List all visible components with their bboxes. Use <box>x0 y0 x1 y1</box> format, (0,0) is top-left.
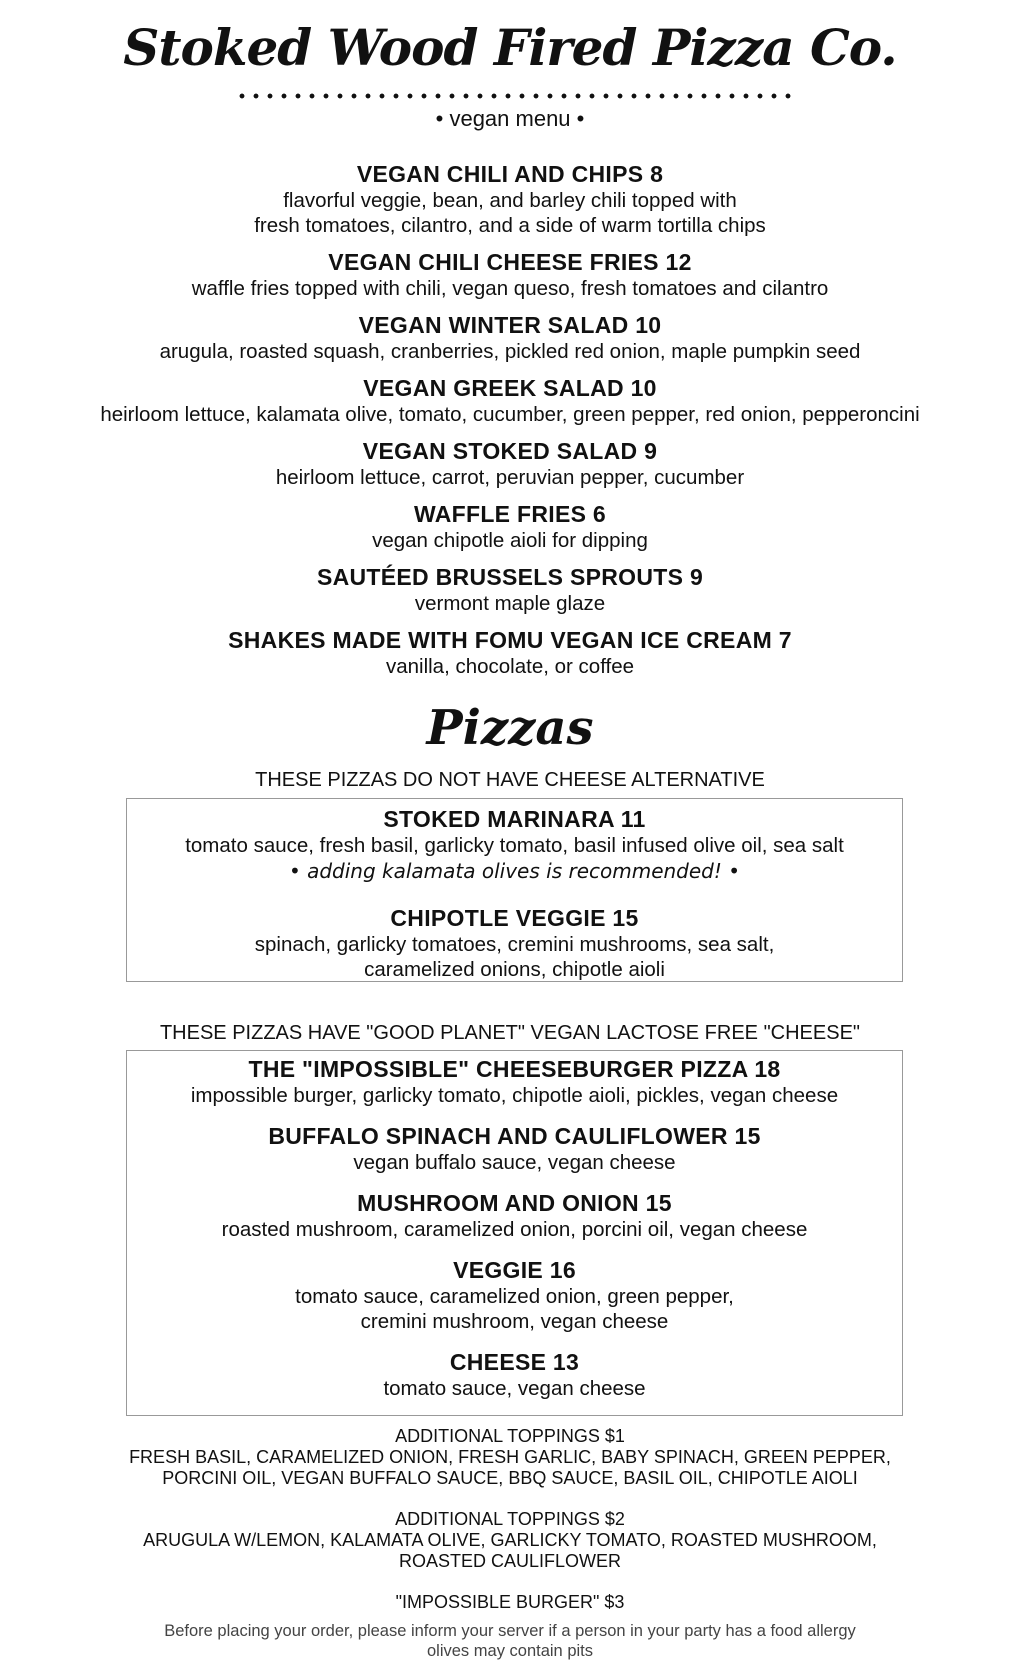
item-title: VEGAN WINTER SALAD 10 <box>358 312 662 338</box>
dotted-divider <box>235 92 795 100</box>
menu-item <box>127 1055 902 1108</box>
item-desc: heirloom lettuce, carrot, peruvian pepper, cucumber <box>275 466 745 489</box>
menu-item <box>0 374 1020 427</box>
no-cheese-note: THESE PIZZAS DO NOT HAVE CHEESE ALTERNATIVE <box>255 769 765 791</box>
item-desc: cremini mushroom, vegan cheese <box>360 1310 669 1333</box>
item-desc: tomato sauce, vegan cheese <box>383 1377 646 1400</box>
item-title: VEGAN STOKED SALAD 9 <box>362 438 658 464</box>
toppings-1-title: ADDITIONAL TOPPINGS $1 <box>395 1426 625 1446</box>
menu-item <box>127 805 902 884</box>
starters-section <box>0 160 1020 679</box>
item-title: MUSHROOM AND ONION 15 <box>357 1190 672 1216</box>
item-desc: impossible burger, garlicky tomato, chipotle aioli, pickles, vegan cheese <box>190 1084 839 1107</box>
item-title: SHAKES MADE WITH FOMU VEGAN ICE CREAM 7 <box>228 627 792 653</box>
item-desc: heirloom lettuce, kalamata olive, tomato, cucumber, green pepper, red onion, pepperoncini <box>100 403 920 426</box>
menu-item <box>127 1256 902 1334</box>
item-desc: vegan buffalo sauce, vegan cheese <box>353 1151 676 1174</box>
item-title: CHIPOTLE VEGGIE 15 <box>390 905 639 931</box>
item-desc: arugula, roasted squash, cranberries, pickled red onion, maple pumpkin seed <box>159 340 861 363</box>
menu-item <box>127 1348 902 1401</box>
item-desc: roasted mushroom, caramelized onion, porcini oil, vegan cheese <box>221 1218 808 1241</box>
item-title: STOKED MARINARA 11 <box>383 806 646 832</box>
menu-item <box>127 904 902 982</box>
toppings-1-line: PORCINI OIL, VEGAN BUFFALO SAUCE, BBQ SAUCE, BASIL OIL, CHIPOTLE AIOLI <box>162 1468 858 1488</box>
menu-subtitle: • vegan menu • <box>435 106 585 131</box>
pizzas-heading: Pizzas <box>426 700 594 756</box>
item-desc: vegan chipotle aioli for dipping <box>372 529 648 552</box>
toppings-2-line: ARUGULA W/LEMON, KALAMATA OLIVE, GARLICKY TOMATO, ROASTED MUSHROOM, <box>143 1530 877 1550</box>
menu-item <box>0 311 1020 364</box>
item-desc: flavorful veggie, bean, and barley chili topped with <box>283 189 737 212</box>
allergy-notice: Before placing your order, please inform your server if a person in your party has a food allergy <box>164 1622 856 1640</box>
item-title: BUFFALO SPINACH AND CAULIFLOWER 15 <box>268 1123 761 1149</box>
menu-item <box>0 500 1020 553</box>
item-desc: caramelized onions, chipotle aioli <box>364 958 665 981</box>
vegan-cheese-pizza-box <box>126 1050 903 1416</box>
toppings-section <box>0 1426 1020 1661</box>
recommendation-note: • adding kalamata olives is recommended! • <box>288 859 741 883</box>
toppings-2-line: ROASTED CAULIFLOWER <box>398 1551 622 1571</box>
olives-notice: olives may contain pits <box>427 1642 593 1660</box>
menu-item <box>0 626 1020 679</box>
menu-item <box>127 1189 902 1242</box>
menu-item <box>0 437 1020 490</box>
item-desc: spinach, garlicky tomatoes, cremini mushrooms, sea salt, <box>254 933 775 956</box>
item-title: CHEESE 13 <box>449 1349 580 1375</box>
item-desc: waffle fries topped with chili, vegan queso, fresh tomatoes and cilantro <box>191 277 829 300</box>
no-cheese-pizza-box <box>126 798 903 982</box>
item-title: WAFFLE FRIES 6 <box>413 501 607 527</box>
brand-title: Stoked Wood Fired Pizza Co. <box>123 18 897 77</box>
impossible-burger-addon: "IMPOSSIBLE BURGER" $3 <box>395 1592 625 1612</box>
menu-item <box>0 248 1020 301</box>
menu-item <box>0 563 1020 616</box>
item-title: VEGAN CHILI CHEESE FRIES 12 <box>328 249 692 275</box>
menu-item <box>0 160 1020 238</box>
item-title: THE "IMPOSSIBLE" CHEESEBURGER PIZZA 18 <box>248 1056 781 1082</box>
cheese-note: THESE PIZZAS HAVE "GOOD PLANET" VEGAN LACTOSE FREE "CHEESE" <box>159 1022 861 1044</box>
item-desc: tomato sauce, fresh basil, garlicky tomato, basil infused olive oil, sea salt <box>185 834 844 857</box>
menu-item <box>127 1122 902 1175</box>
item-desc: tomato sauce, caramelized onion, green pepper, <box>295 1285 734 1308</box>
toppings-1-line: FRESH BASIL, CARAMELIZED ONION, FRESH GARLIC, BABY SPINACH, GREEN PEPPER, <box>129 1447 891 1467</box>
item-title: SAUTÉED BRUSSELS SPROUTS 9 <box>316 564 704 590</box>
item-desc: vermont maple glaze <box>414 592 606 615</box>
item-desc: vanilla, chocolate, or coffee <box>385 655 635 678</box>
item-title: VEGAN CHILI AND CHIPS 8 <box>356 161 664 187</box>
item-desc: fresh tomatoes, cilantro, and a side of warm tortilla chips <box>254 214 766 237</box>
item-title: VEGAN GREEK SALAD 10 <box>363 375 657 401</box>
item-title: VEGGIE 16 <box>453 1257 576 1283</box>
toppings-2-title: ADDITIONAL TOPPINGS $2 <box>395 1509 625 1529</box>
